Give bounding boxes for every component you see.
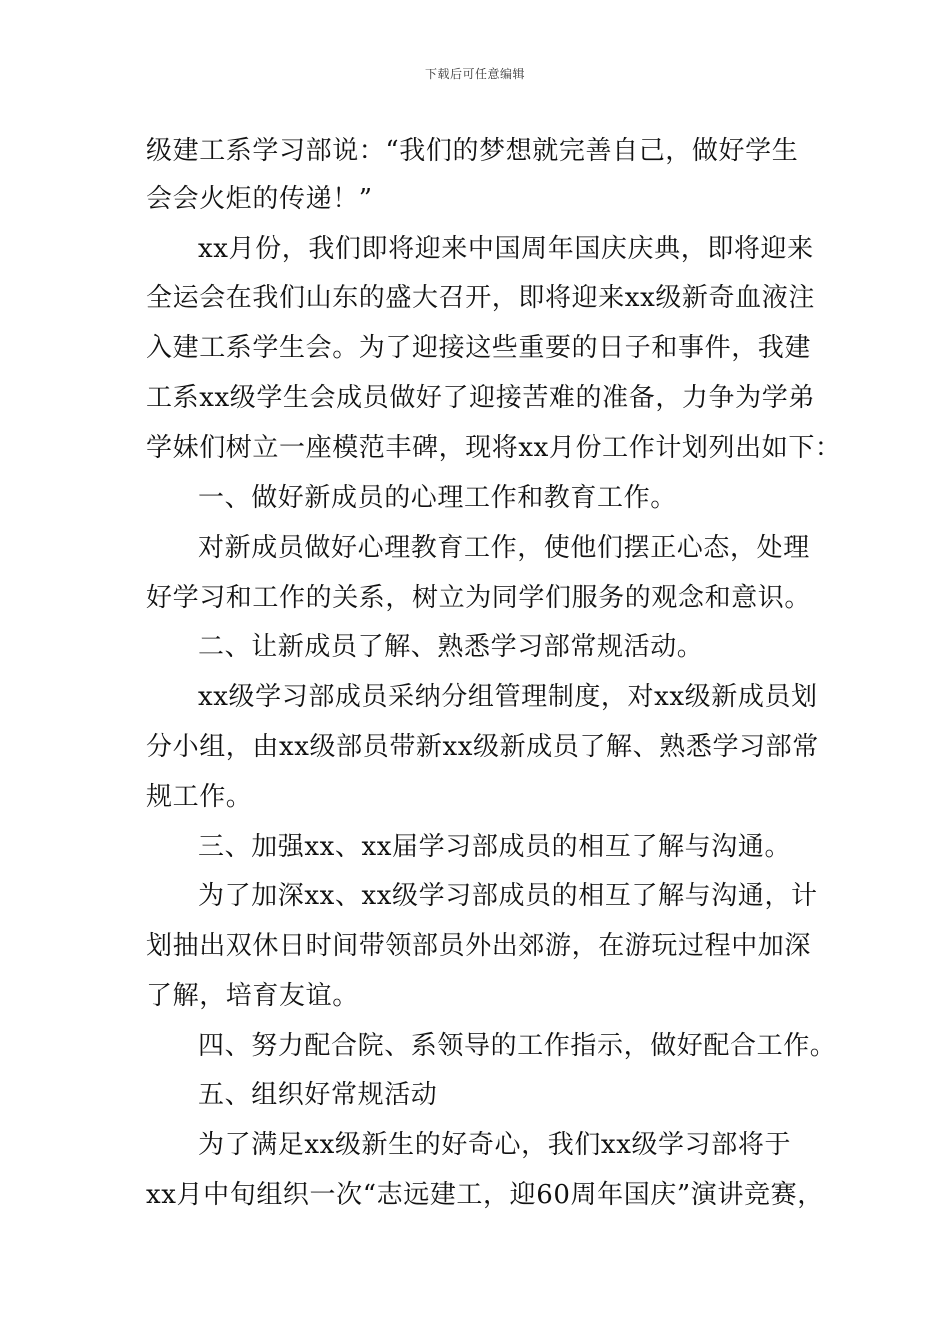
- section-heading: 五、组织好常规活动: [198, 1080, 438, 1110]
- paragraph-line: 划抽出双休日时间带领部员外出郊游，在游玩过程中加深: [146, 931, 812, 961]
- section-heading: 三、加强xx、xx届学习部成员的相互了解与沟通。: [198, 832, 792, 862]
- paragraph-line: 规工作。: [146, 782, 253, 812]
- section-heading: 四、努力配合院、系领导的工作指示，做好配合工作。: [198, 1031, 837, 1061]
- paragraph-line: 对新成员做好心理教育工作，使他们摆正心态，处理: [198, 533, 810, 563]
- paragraph-line: 全运会在我们山东的盛大召开，即将迎来xx级新奇血液注: [146, 283, 815, 313]
- paragraph-line: 分小组，由xx级部员带新xx级新成员了解、熟悉学习部常: [146, 732, 819, 762]
- paragraph-line: 为了加深xx、xx级学习部成员的相互了解与沟通，计: [198, 881, 818, 911]
- paragraph-line: xx月份，我们即将迎来中国周年国庆庆典，即将迎来: [198, 234, 814, 264]
- page-header: 下载后可任意编辑: [424, 67, 525, 81]
- paragraph-line: 学妹们树立一座模范丰碑，现将xx月份工作计划列出如下：: [146, 433, 842, 463]
- paragraph-line: 好学习和工作的关系，树立为同学们服务的观念和意识。: [146, 583, 812, 613]
- paragraph-line: 了解，培育友谊。: [146, 981, 359, 1011]
- paragraph-line: 工系xx级学生会成员做好了迎接苦难的准备，力争为学弟: [146, 383, 815, 413]
- paragraph-line: 为了满足xx级新生的好奇心，我们xx级学习部将于: [198, 1130, 792, 1160]
- paragraph-line: xx级学习部成员采纳分组管理制度，对xx级新成员划: [198, 682, 818, 712]
- paragraph-line: 入建工系学生会。为了迎接这些重要的日子和事件，我建: [146, 333, 812, 363]
- section-heading: 一、做好新成员的心理工作和教育工作。: [198, 483, 677, 513]
- section-heading: 二、让新成员了解、熟悉学习部常规活动。: [198, 632, 704, 662]
- paragraph-line: 会会火炬的传递！”: [146, 184, 373, 214]
- paragraph-line: 级建工系学习部说：“我们的梦想就完善自己，做好学生: [146, 136, 799, 166]
- paragraph-line: xx月中旬组织一次“志远建工，迎60周年国庆”演讲竞赛，: [146, 1180, 824, 1210]
